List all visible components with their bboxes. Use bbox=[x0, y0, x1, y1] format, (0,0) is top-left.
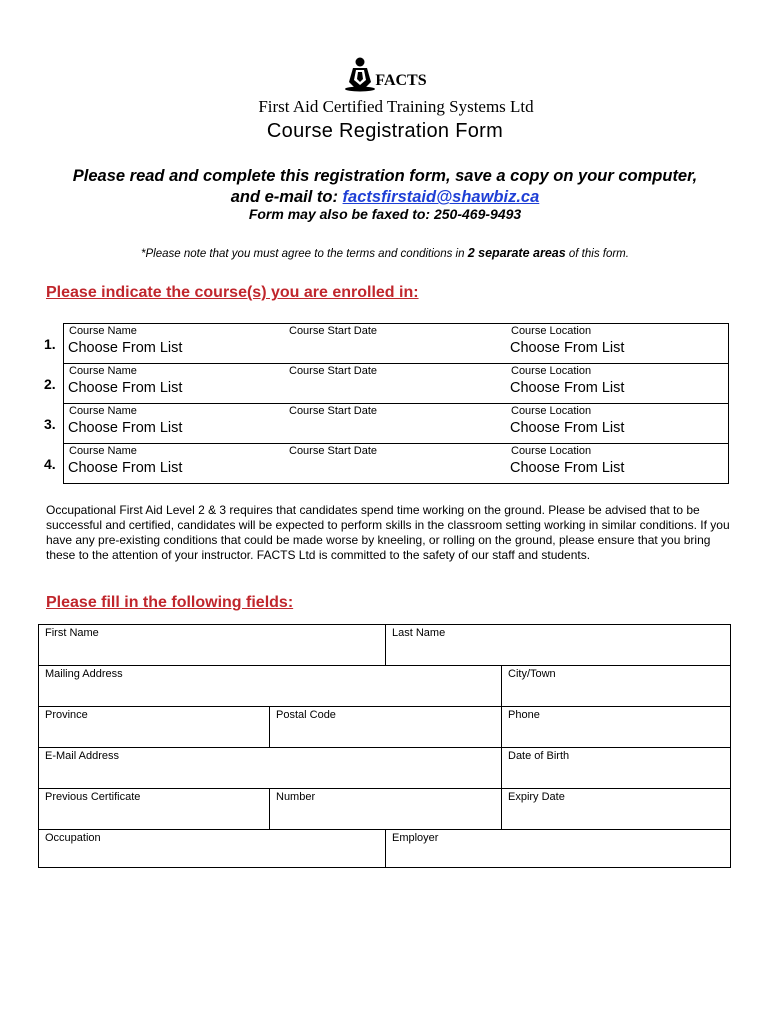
terms-note-bold: 2 separate areas bbox=[467, 246, 566, 260]
course-location-label: Course Location bbox=[511, 405, 592, 417]
certificate-number-label: Number bbox=[276, 791, 316, 803]
province-label: Province bbox=[45, 709, 88, 721]
terms-note-suffix: of this form. bbox=[565, 248, 629, 260]
course-location-field[interactable] bbox=[506, 364, 729, 404]
previous-certificate-label: Previous Certificate bbox=[45, 791, 141, 803]
first-name-label: First Name bbox=[45, 627, 99, 639]
postal-code-label: Postal Code bbox=[276, 709, 336, 721]
row-number: 3. bbox=[44, 416, 56, 432]
row-number: 1. bbox=[44, 336, 56, 352]
course-location-label: Course Location bbox=[511, 445, 592, 457]
date-of-birth-field[interactable] bbox=[502, 748, 730, 789]
last-name-label: Last Name bbox=[392, 627, 446, 639]
course-start-date-field[interactable] bbox=[284, 444, 506, 484]
instructions-line-1: Please read and complete this registration form, save a copy on your computer, bbox=[72, 167, 698, 185]
course-location-select[interactable]: Choose From List bbox=[510, 420, 625, 436]
course-start-date-label: Course Start Date bbox=[289, 445, 378, 457]
page-title: Course Registration Form bbox=[266, 120, 504, 142]
certificate-number-field[interactable] bbox=[270, 789, 502, 830]
course-start-date-field[interactable] bbox=[284, 364, 506, 404]
course-name-field[interactable] bbox=[64, 444, 285, 484]
course-location-field[interactable] bbox=[506, 324, 729, 364]
employer-label: Employer bbox=[392, 832, 439, 844]
occupation-label: Occupation bbox=[45, 832, 101, 844]
course-start-date-input[interactable] bbox=[284, 417, 506, 420]
email-address-field[interactable] bbox=[39, 748, 502, 789]
course-start-date-input[interactable] bbox=[284, 377, 506, 380]
course-location-select[interactable]: Choose From List bbox=[510, 380, 625, 396]
mailing-address-label: Mailing Address bbox=[45, 668, 123, 680]
course-start-date-label: Course Start Date bbox=[289, 325, 378, 337]
first-aid-figure-icon bbox=[343, 56, 377, 92]
courses-heading: Please indicate the course(s) you are enrolled in: bbox=[46, 284, 419, 301]
email-address-label: E-Mail Address bbox=[45, 750, 119, 762]
course-name-field[interactable] bbox=[64, 404, 285, 444]
occupation-field[interactable] bbox=[39, 830, 386, 867]
personal-info-grid bbox=[38, 624, 731, 868]
course-name-field[interactable] bbox=[64, 364, 285, 404]
row-number: 4. bbox=[44, 456, 56, 472]
course-row bbox=[64, 364, 729, 404]
course-row bbox=[64, 444, 729, 484]
previous-certificate-field[interactable] bbox=[39, 789, 270, 830]
instructions-email-prefix: and e-mail to: bbox=[230, 188, 343, 206]
terms-note-prefix: *Please note that you must agree to the terms and conditions in bbox=[141, 248, 468, 260]
course-start-date-label: Course Start Date bbox=[289, 405, 378, 417]
course-name-label: Course Name bbox=[69, 365, 137, 377]
course-location-label: Course Location bbox=[511, 325, 592, 337]
course-start-date-input[interactable] bbox=[284, 457, 506, 460]
course-row bbox=[64, 324, 729, 364]
company-name: First Aid Certified Training Systems Ltd bbox=[258, 97, 534, 116]
course-row bbox=[64, 404, 729, 444]
province-field[interactable] bbox=[39, 707, 270, 748]
courses-table bbox=[63, 323, 729, 484]
course-name-label: Course Name bbox=[69, 405, 137, 417]
course-start-date-input[interactable] bbox=[284, 337, 506, 340]
course-location-select[interactable]: Choose From List bbox=[510, 460, 625, 476]
course-location-label: Course Location bbox=[511, 365, 592, 377]
last-name-field[interactable] bbox=[386, 625, 730, 666]
course-location-field[interactable] bbox=[506, 404, 729, 444]
instructions bbox=[0, 166, 770, 208]
course-name-select[interactable]: Choose From List bbox=[68, 420, 183, 436]
course-name-field[interactable] bbox=[64, 324, 285, 364]
fields-heading: Please fill in the following fields: bbox=[46, 594, 294, 611]
expiry-date-label: Expiry Date bbox=[508, 791, 565, 803]
city-town-label: City/Town bbox=[508, 668, 556, 680]
course-location-field[interactable] bbox=[506, 444, 729, 484]
phone-field[interactable] bbox=[502, 707, 730, 748]
city-town-field[interactable] bbox=[502, 666, 730, 707]
course-name-select[interactable]: Choose From List bbox=[68, 340, 183, 356]
row-number: 2. bbox=[44, 376, 56, 392]
course-name-label: Course Name bbox=[69, 445, 137, 457]
course-name-select[interactable]: Choose From List bbox=[68, 380, 183, 396]
employer-field[interactable] bbox=[386, 830, 730, 867]
logo bbox=[0, 56, 770, 97]
terms-note bbox=[0, 246, 770, 260]
postal-code-field[interactable] bbox=[270, 707, 502, 748]
date-of-birth-label: Date of Birth bbox=[508, 750, 570, 762]
course-start-date-field[interactable] bbox=[284, 404, 506, 444]
email-link[interactable]: factsfirstaid@shawbiz.ca bbox=[342, 188, 540, 206]
expiry-date-field[interactable] bbox=[502, 789, 730, 830]
course-start-date-label: Course Start Date bbox=[289, 365, 378, 377]
course-location-select[interactable]: Choose From List bbox=[510, 340, 625, 356]
first-name-field[interactable] bbox=[39, 625, 386, 666]
instructions-line-2 bbox=[0, 187, 770, 208]
phone-label: Phone bbox=[508, 709, 540, 721]
mailing-address-field[interactable] bbox=[39, 666, 502, 707]
fax-note: Form may also be faxed to: 250-469-9493 bbox=[248, 206, 522, 222]
course-name-label: Course Name bbox=[69, 325, 137, 337]
logo-text: FACTS bbox=[375, 72, 427, 89]
course-start-date-field[interactable] bbox=[284, 324, 506, 364]
safety-notice: Occupational First Aid Level 2 & 3 requires that candidates spend time working on the ground. Please be advised that to be successful and certified, candidates will be expected to perform skills in the classroom setting working in similar conditions. If you have any pre-existing conditions that could be made worse by kneeling, or rolling on the ground, please ensure that you bring these to the attention of your instructor. FACTS Ltd is committed to the safety of our staff and students. bbox=[46, 503, 730, 562]
course-name-select[interactable]: Choose From List bbox=[68, 460, 183, 476]
